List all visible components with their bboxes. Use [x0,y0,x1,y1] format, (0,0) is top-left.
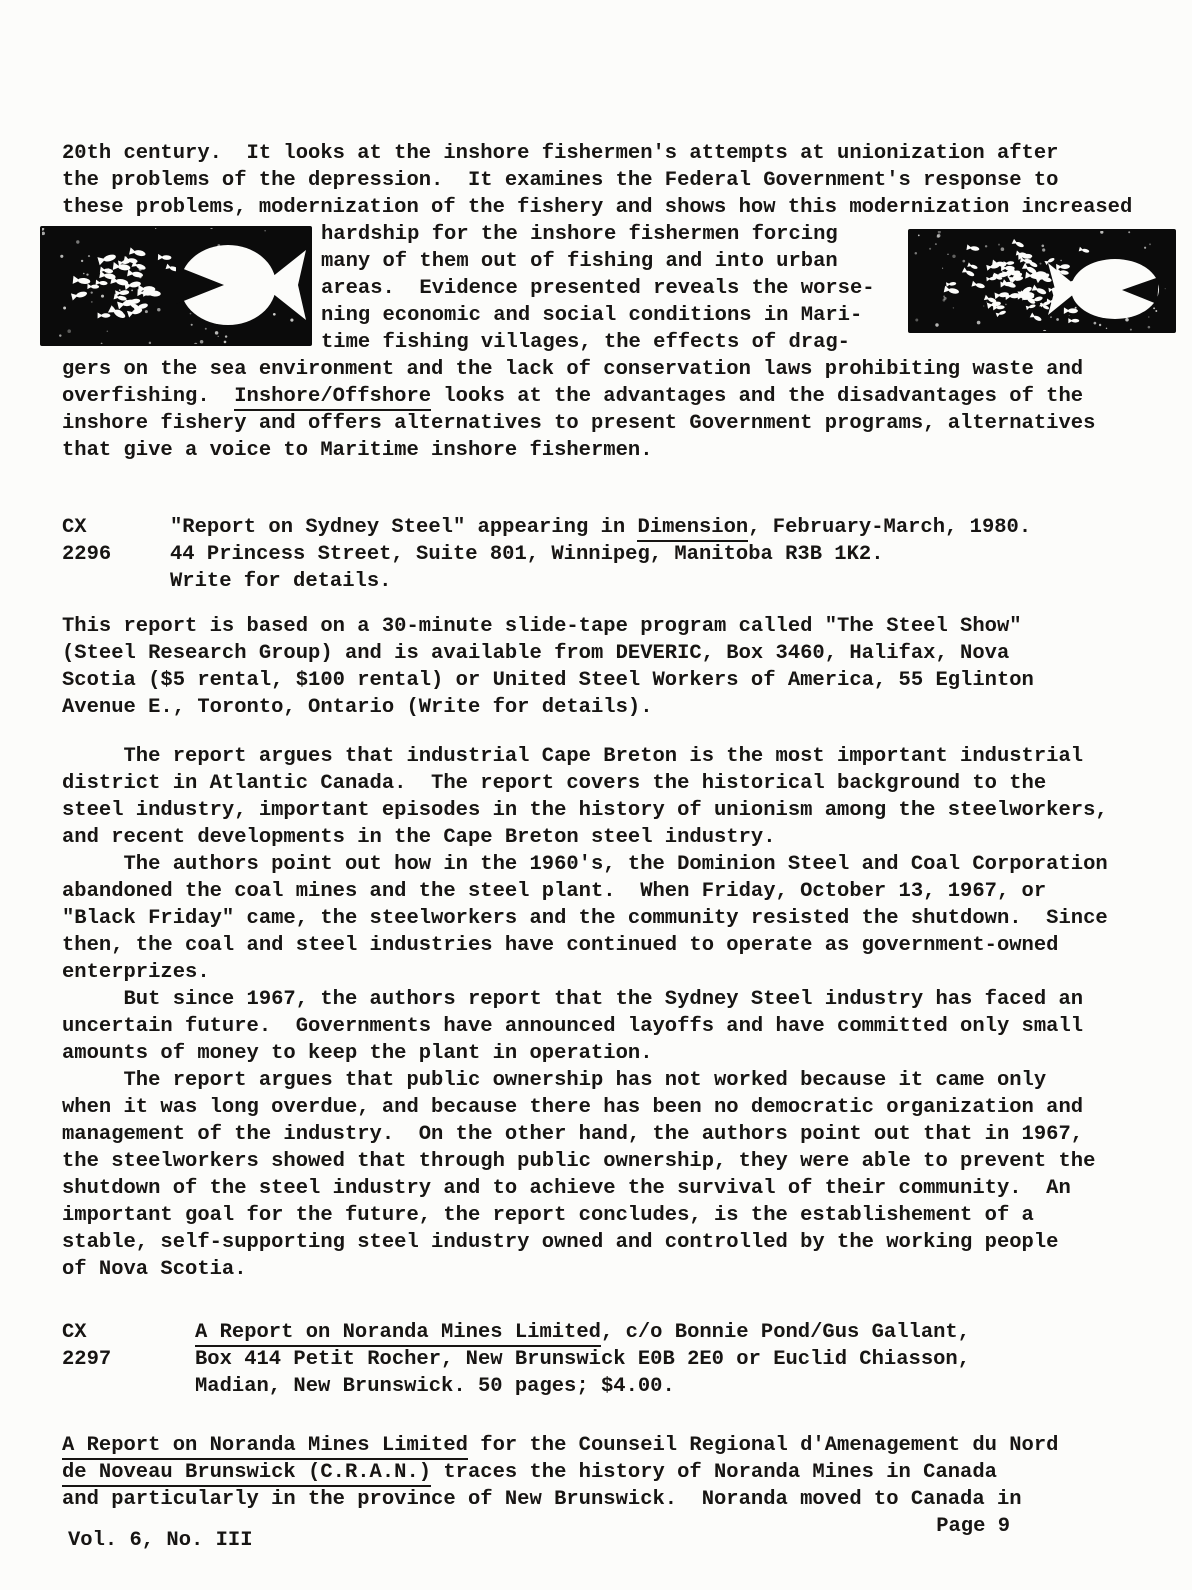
fish-woodcut-left-icon [40,226,312,346]
text-line: abandoned the coal mines and the steel plant. When Friday, October 13, 1967, or [62,880,1047,903]
entry-label [62,1319,195,1400]
page-footer [68,1515,1010,1554]
page-number: Page 9 [936,1515,1010,1538]
entry-number: 2297 [62,1348,112,1371]
text-line: hardship for the inshore fishermen forcing [321,223,838,246]
text-line: steel industry, important episodes in the history of unionism among the steelworkers, [62,799,1108,822]
text-line: enterprizes. [62,961,210,984]
entry-label [62,514,170,595]
text-line: overfishing. Inshore/Offshore looks at the advantages and the disadvantages of the [62,383,1172,410]
text-line: inshore fishery and offers alternatives to present Government programs, alternatives [62,412,1096,435]
text-line: areas. Evidence presented reveals the worse- [321,277,875,300]
text-line: uncertain future. Governments have announced layoffs and have committed only small [62,1015,1084,1038]
text-line: management of the industry. On the other hand, the authors point out that in 1967, [62,1123,1084,1146]
text-line: amounts of money to keep the plant in operation. [62,1042,653,1065]
text-line: The report argues that public ownership has not worked because it came only [62,1069,1047,1092]
text-line: gers on the sea environment and the lack of conservation laws prohibiting waste and [62,358,1084,381]
noranda-report-paragraph [62,1432,1172,1513]
text-line: A Report on Noranda Mines Limited for the Counseil Regional d'Amenagement du Nord [62,1432,1172,1459]
entry-number: 2296 [62,543,112,566]
text-line: the steelworkers showed that through public ownership, they were able to prevent the [62,1150,1096,1173]
text-line: This report is based on a 30-minute slide-tape program called "The Steel Show" [62,615,1022,638]
intro-paragraph-wrapped [321,221,899,356]
volume-label: Vol. 6, No. III [68,1529,253,1552]
text-line: the problems of the depression. It examines the Federal Government's response to [62,169,1059,192]
steel-report-intro-paragraph [62,613,1172,721]
text-line: time fishing villages, the effects of drag- [321,331,850,354]
text-line: then, the coal and steel industries have continued to operate as government-owned [62,934,1059,957]
text-line: (Steel Research Group) and is available from DEVERIC, Box 3460, Halifax, Nova [62,642,1010,665]
text-line: Box 414 Petit Rocher, New Brunswick E0B 2E0 or Euclid Chiasson, [195,1348,971,1371]
text-line: shutdown of the steel industry and to achieve the survival of their community. An [62,1177,1071,1200]
text-line: The authors point out how in the 1960's, the Dominion Steel and Coal Corporation [62,853,1108,876]
text-line: district in Atlantic Canada. The report covers the historical background to the [62,772,1047,795]
text-line: But since 1967, the authors report that the Sydney Steel industry has faced an [62,988,1084,1011]
text-line: and recent developments in the Cape Breton steel industry. [62,826,776,849]
text-line: 20th century. It looks at the inshore fishermen's attempts at unionization after [62,142,1059,165]
entry-code: CX [62,516,87,539]
text-line: "Black Friday" came, the steelworkers and the community resisted the shutdown. Since [62,907,1108,930]
text-line: A Report on Noranda Mines Limited, c/o Bonnie Pond/Gus Gallant, [195,1319,970,1346]
text-line: of Nova Scotia. [62,1258,247,1281]
text-line: "Report on Sydney Steel" appearing in Dimension, February-March, 1980. [170,514,1031,541]
text-line: that give a voice to Maritime inshore fishermen. [62,439,653,462]
text-line: ning economic and social conditions in Mari- [321,304,863,327]
steel-report-body-paragraphs [62,743,1172,1283]
text-line: de Noveau Brunswick (C.R.A.N.) traces the history of Noranda Mines in Canada [62,1459,1172,1486]
entry-code: CX [62,1321,87,1344]
text-line: Write for details. [170,570,392,593]
intro-paragraph-top [62,140,1172,221]
text-line: Avenue E., Toronto, Ontario (Write for details). [62,696,653,719]
text-line: Scotia ($5 rental, $100 rental) or United Steel Workers of America, 55 Eglinton [62,669,1034,692]
intro-paragraph-bottom [62,356,1172,464]
text-line: these problems, modernization of the fishery and shows how this modernization increased [62,196,1133,219]
illustrated-row [40,221,1176,356]
entry-citation [170,514,1031,595]
text-line: many of them out of fishing and into urban [321,250,838,273]
text-line: 44 Princess Street, Suite 801, Winnipeg, Manitoba R3B 1K2. [170,543,884,566]
catalog-entry-cx2297 [62,1319,1192,1400]
text-line: stable, self-supporting steel industry owned and controlled by the working people [62,1231,1059,1254]
text-line: when it was long overdue, and because there has been no democratic organization and [62,1096,1084,1119]
text-line: and particularly in the province of New Brunswick. Noranda moved to Canada in [62,1488,1022,1511]
entry-citation [195,1319,970,1400]
text-line: important goal for the future, the report concludes, is the establishement of a [62,1204,1034,1227]
catalog-entry-cx2296 [62,514,1192,595]
fish-woodcut-right-icon [908,229,1176,333]
text-line: Madian, New Brunswick. 50 pages; $4.00. [195,1375,675,1398]
text-line: The report argues that industrial Cape Breton is the most important industrial [62,745,1084,768]
